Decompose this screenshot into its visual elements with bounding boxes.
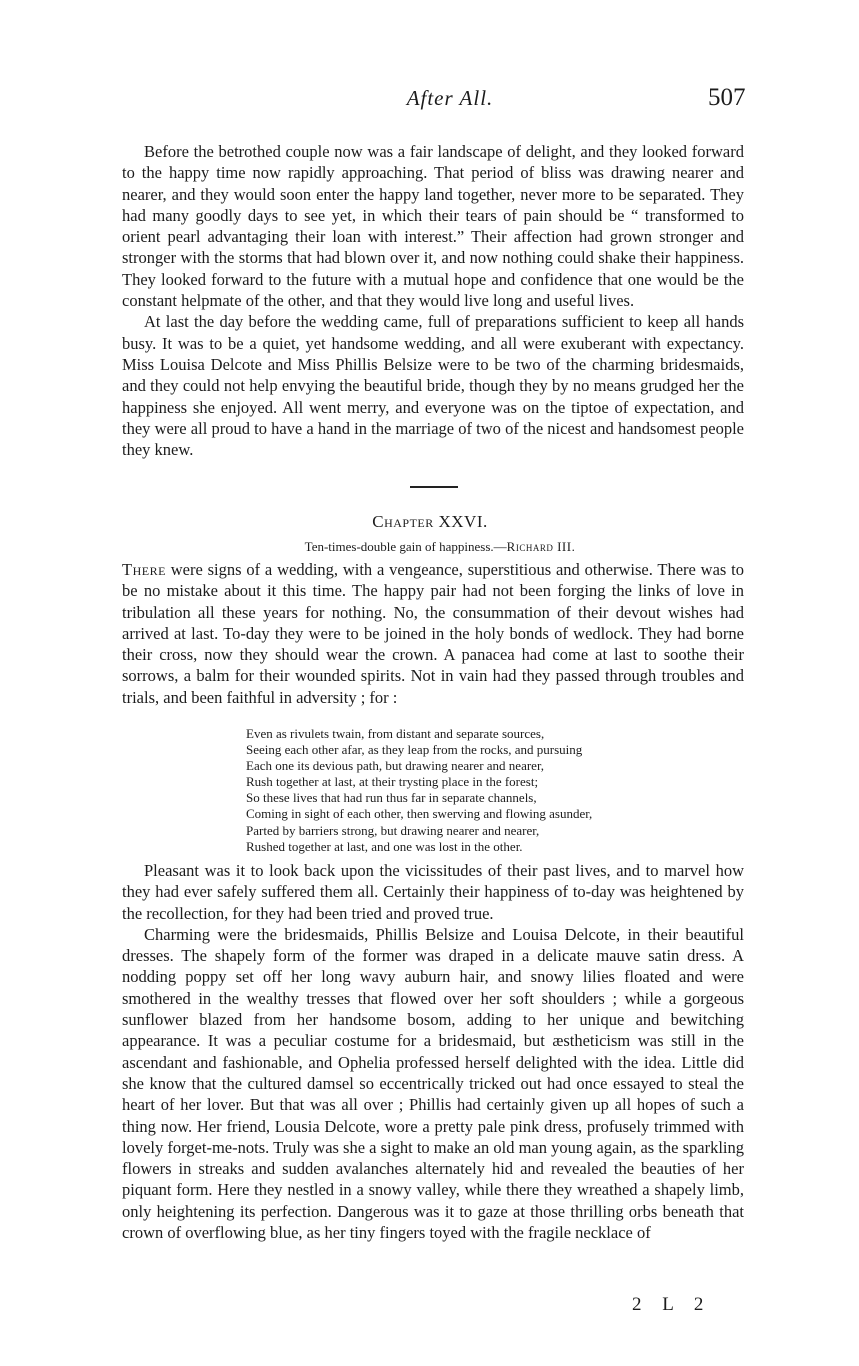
poem-line: Rushed together at last, and one was lost in the other. (246, 838, 523, 854)
poem-line: Seeing each other afar, as they leap from the rocks, and pursuing (246, 742, 583, 758)
page-number: 507 (708, 84, 746, 111)
chapter-opening-text: were signs of a wedding, with a vengeance, superstitious and otherwise. There was to be no mistake about it this time. The happy pair had not been forging the links of love in tribulation all these years for nothing. No, the consummation of their devout wishes had arrived at last. To-day they were to be joined in the holy bonds of wedlock. They had borne their cross, now they should wear the crown. A panacea had come at last to soothe their sorrows, a balm for their wounded spirits. Not in vain had they passed through troubles and trials, and been faithful in adversity ; for : (122, 560, 744, 707)
poem-line: Even as rivulets twain, from distant and separate sources, (246, 726, 545, 741)
epigraph-quote: Ten-times-double gain of happiness.— (304, 539, 507, 554)
printer-signature: 2 L 2 (632, 1294, 712, 1315)
poem-line: Rush together at last, at their trysting place in the forest; (246, 774, 539, 790)
paragraph-chapter-opening (122, 559, 744, 708)
paragraph-vicissitudes: Pleasant was it to look back upon the vicissitudes of their past lives, and to marvel how they had ever safely suffered them all. Certainly their happiness of to-day was heightened by the recollection, for they had been tried and proved true. (122, 861, 744, 923)
poem-line: So these lives that had run thus far in separate channels, (246, 790, 537, 806)
poem-line: Parted by barriers strong, but drawing nearer and nearer, (246, 822, 540, 838)
chapter-lead-word: There (122, 560, 166, 579)
poem-quotation (246, 726, 686, 855)
poem-line: Coming in sight of each other, then swerving and flowing asunder, (246, 806, 593, 822)
poem-line: Each one its devious path, but drawing nearer and nearer, (246, 758, 545, 774)
chapter-title: Chapter XXVI. (372, 512, 488, 531)
section-3-text (122, 860, 744, 1243)
epigraph-source: Richard III. (506, 539, 576, 554)
paragraph-betrothed: Before the betrothed couple now was a fair landscape of delight, and they looked forward to the happy time now rapidly approaching. That period of bliss was drawing nearer and nearer, and they would soon enter the happy land together, never more to be separated. They had many goodly days to see yet, in which their tears of pain should be “ transformed to orient pearl advantaging their loan with interest.” Their affection had grown stronger and stronger with the storms that had blown over it, and now nothing could shake their happiness. They looked forward to the future with a mutual hope and confidence that one would be the constant helpmate of the other, and that they would live long and useful lives. (122, 142, 744, 311)
section-1-text (122, 141, 744, 460)
running-title: After All. (406, 86, 494, 110)
chapter-epigraph (240, 539, 640, 555)
section-divider (410, 486, 458, 488)
section-2-text (122, 559, 744, 708)
chapter-heading (300, 512, 560, 532)
paragraph-wedding-eve: At last the day before the wedding came, full of preparations sufficient to keep all hands busy. It was to be a quiet, yet handsome wedding, and all were exuberant with expectancy. Miss Louisa Delcote and Miss Phillis Belsize were to be two of the charming bridesmaids, and they could not help envying the beautiful bride, though they by no means grudged her the happiness she enjoyed. All went merry, and everyone was on the tiptoe of expectation, and they were all proud to have a hand in the marriage of two of the nicest and handsomest people they knew. (122, 312, 744, 460)
paragraph-bridesmaids: Charming were the bridesmaids, Phillis Belsize and Louisa Delcote, in their beautiful dresses. The shapely form of the former was draped in a delicate mauve satin dress. A nodding poppy set off her long wavy auburn hair, and snowy lilies floated and were smothered in the wealthy tresses that flowed over her soft shoulders ; while a gorgeous sunflower blazed from her handsome bosom, adding to her unique and bewitching appearance. It was a peculiar costume for a bridesmaid, but æstheticism was still in the ascendant and fashionable, and Ophelia professed herself delighted with the idea. Little did she know that the cultured damsel so eccentrically tricked out had once essayed to steal the heart of her lover. But that was all over ; Phillis had certainly given up all hopes of such a thing now. Her friend, Lousia Delcote, wore a pretty pale pink dress, profusely trimmed with lovely forget-me-nots. Truly was she a sight to make an old man young again, as the sparkling flowers in streaks and sudden avalanches alternately hid and revealed the beauties of her piquant form. Here they nestled in a snowy valley, while there they wreathed a shapely limb, only heightening its perfection. Dangerous was it to gaze at those thrilling orbs beneath that crown of overflowing blue, as her tiny fingers toyed with the fragile necklace of (122, 924, 745, 1243)
